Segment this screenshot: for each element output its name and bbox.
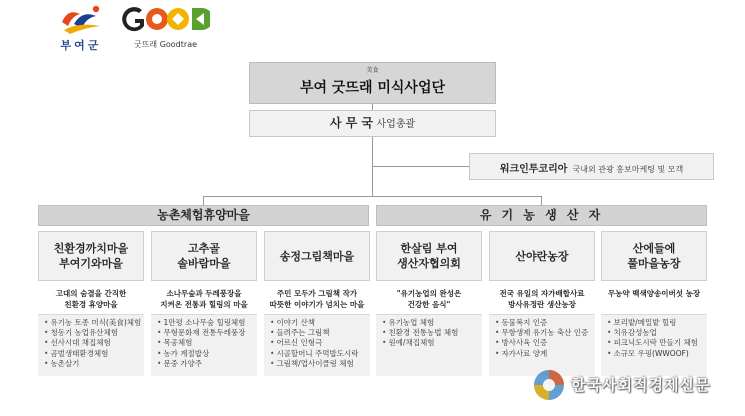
activity-item: • 들려주는 그림책 [270,328,370,338]
activity-item: • 1만평 소나무숲 힐링체험 [157,318,257,328]
activity-item: • 치유감성농업 [607,328,707,338]
buyeo-emblem-icon [58,4,104,34]
unit-name-line2: 생산자협의회 [397,257,461,270]
unit-name-line2: 솔바람마을 [177,257,231,270]
activity-item: • 친환경 전통농법 체험 [382,328,482,338]
unit-box-solbaram-village [151,231,257,281]
unit-desc-solbaram-village: 소나무숲과 두레풍장을 지켜온 전통과 힐링의 마을 [160,289,248,309]
buyeo-county-logo [50,4,112,52]
unit-box-kkachi-village [38,231,144,281]
unit-name-line1: 고추골 [188,242,220,255]
activity-item: • 농가 계절밥상 [157,349,257,359]
unit-name-line2: 부여기와마을 [59,257,123,270]
unit-box-pulmaeul-farm [601,231,707,281]
unit-name-line1: 송정그림책마을 [279,249,355,263]
activity-item: • 유기농 토종 미식(美食)체험 [44,318,144,328]
activity-item: • 청동기 농업유산체험 [44,328,144,338]
unit-box-sanyaran-farm [489,231,595,281]
unit-name-line2: 풀마을농장 [627,257,681,270]
sector-organic-producers: 유 기 농 생 산 자 [376,205,707,226]
activity-item: • 동물복지 인증 [495,318,595,328]
secretariat-title: 사 무 국 [329,116,373,130]
newspaper-logo-icon [533,369,565,401]
partner-box [469,153,714,180]
activity-item: • 어르신 인형극 [270,338,370,348]
activity-list-solbaram-village [151,314,257,376]
goodtrae-emblem-icon [120,4,210,34]
unit-name-line1: 산에들에 [632,242,676,255]
sector-rural-villages: 농촌체험휴양마을 [38,205,369,226]
activity-list-hansalim-buyeo [376,314,482,376]
activity-item: • 소규모 우핑(WWOOF) [607,349,707,359]
unit-box-songjeong-village [264,231,370,281]
secretariat-role: 사업총괄 [376,119,416,130]
goodtrae-logo-text: 굿뜨래 Goodtrae [133,40,198,49]
activity-list-songjeong-village [264,314,370,376]
activity-item: • 곰벌생태환경체험 [44,349,144,359]
unit-desc-kkachi-village: 고대의 숨결을 간직한 친환경 휴양마을 [55,289,127,309]
activity-item: • 그림책/업사이클링 체험 [270,359,370,369]
hq-box [249,62,496,104]
activity-item: • 무항생제 유기농 축산 인증 [495,328,595,338]
unit-desc-pulmaeul-farm: 무농약 백색양송이버섯 농장 [607,289,701,298]
activity-list-kkachi-village [38,314,144,376]
connector-partner [372,166,469,167]
secretariat-box [249,110,496,137]
hq-hanja-label: 美食 [366,67,379,74]
activity-item: • 유기농업 체험 [382,318,482,328]
partner-title: 워크인투코리아 [499,164,568,175]
unit-desc-sanyaran-farm: 전국 유일의 자가배합사료 방사유정란 생산농장 [499,289,585,309]
activity-item: • 농촌살기 [44,359,144,369]
connector-sector-bar [203,196,542,197]
unit-desc-songjeong-village: 주민 모두가 그림책 작가 따뜻한 이야기가 넘치는 마을 [269,289,365,309]
unit-name-line1: 친환경까치마을 [53,242,129,255]
hq-title: 부여 굿뜨래 미식사업단 [300,80,445,96]
partner-role: 국내외 관광 홍보마케팅 및 모객 [572,165,684,174]
unit-name-line1: 산야란농장 [515,249,569,263]
newspaper-name: 한국사회적경제신문 [571,376,711,394]
activity-item: • 원예/채집체험 [382,338,482,348]
unit-box-hansalim-buyeo [376,231,482,281]
buyeo-logo-text: 부여군 [60,39,102,52]
activity-item: • 자가사료 양계 [495,349,595,359]
connector-rural-drop [203,196,204,205]
activity-item: • 방사사육 인증 [495,338,595,348]
activity-item: • 시골할머니 주먹밥도시락 [270,349,370,359]
activity-item: • 선사시대 채집체험 [44,338,144,348]
activity-item: • 문중 가양주 [157,359,257,369]
activity-item: • 이야기 산책 [270,318,370,328]
newspaper-watermark [533,366,733,410]
activity-item: • 보리밭/메밀밭 힐링 [607,318,707,328]
goodtrae-logo [118,4,213,52]
connector-organic-drop [541,196,542,205]
activity-item: • 무형문화재 전통두레풍장 [157,328,257,338]
unit-name-line1: 한살림 부여 [400,242,458,255]
activity-item: • 목공체험 [157,338,257,348]
unit-desc-hansalim-buyeo: "유기농업의 완성은 건강한 음식" [396,289,462,309]
activity-item: • 피크닉도시락 만들기 체험 [607,338,707,348]
